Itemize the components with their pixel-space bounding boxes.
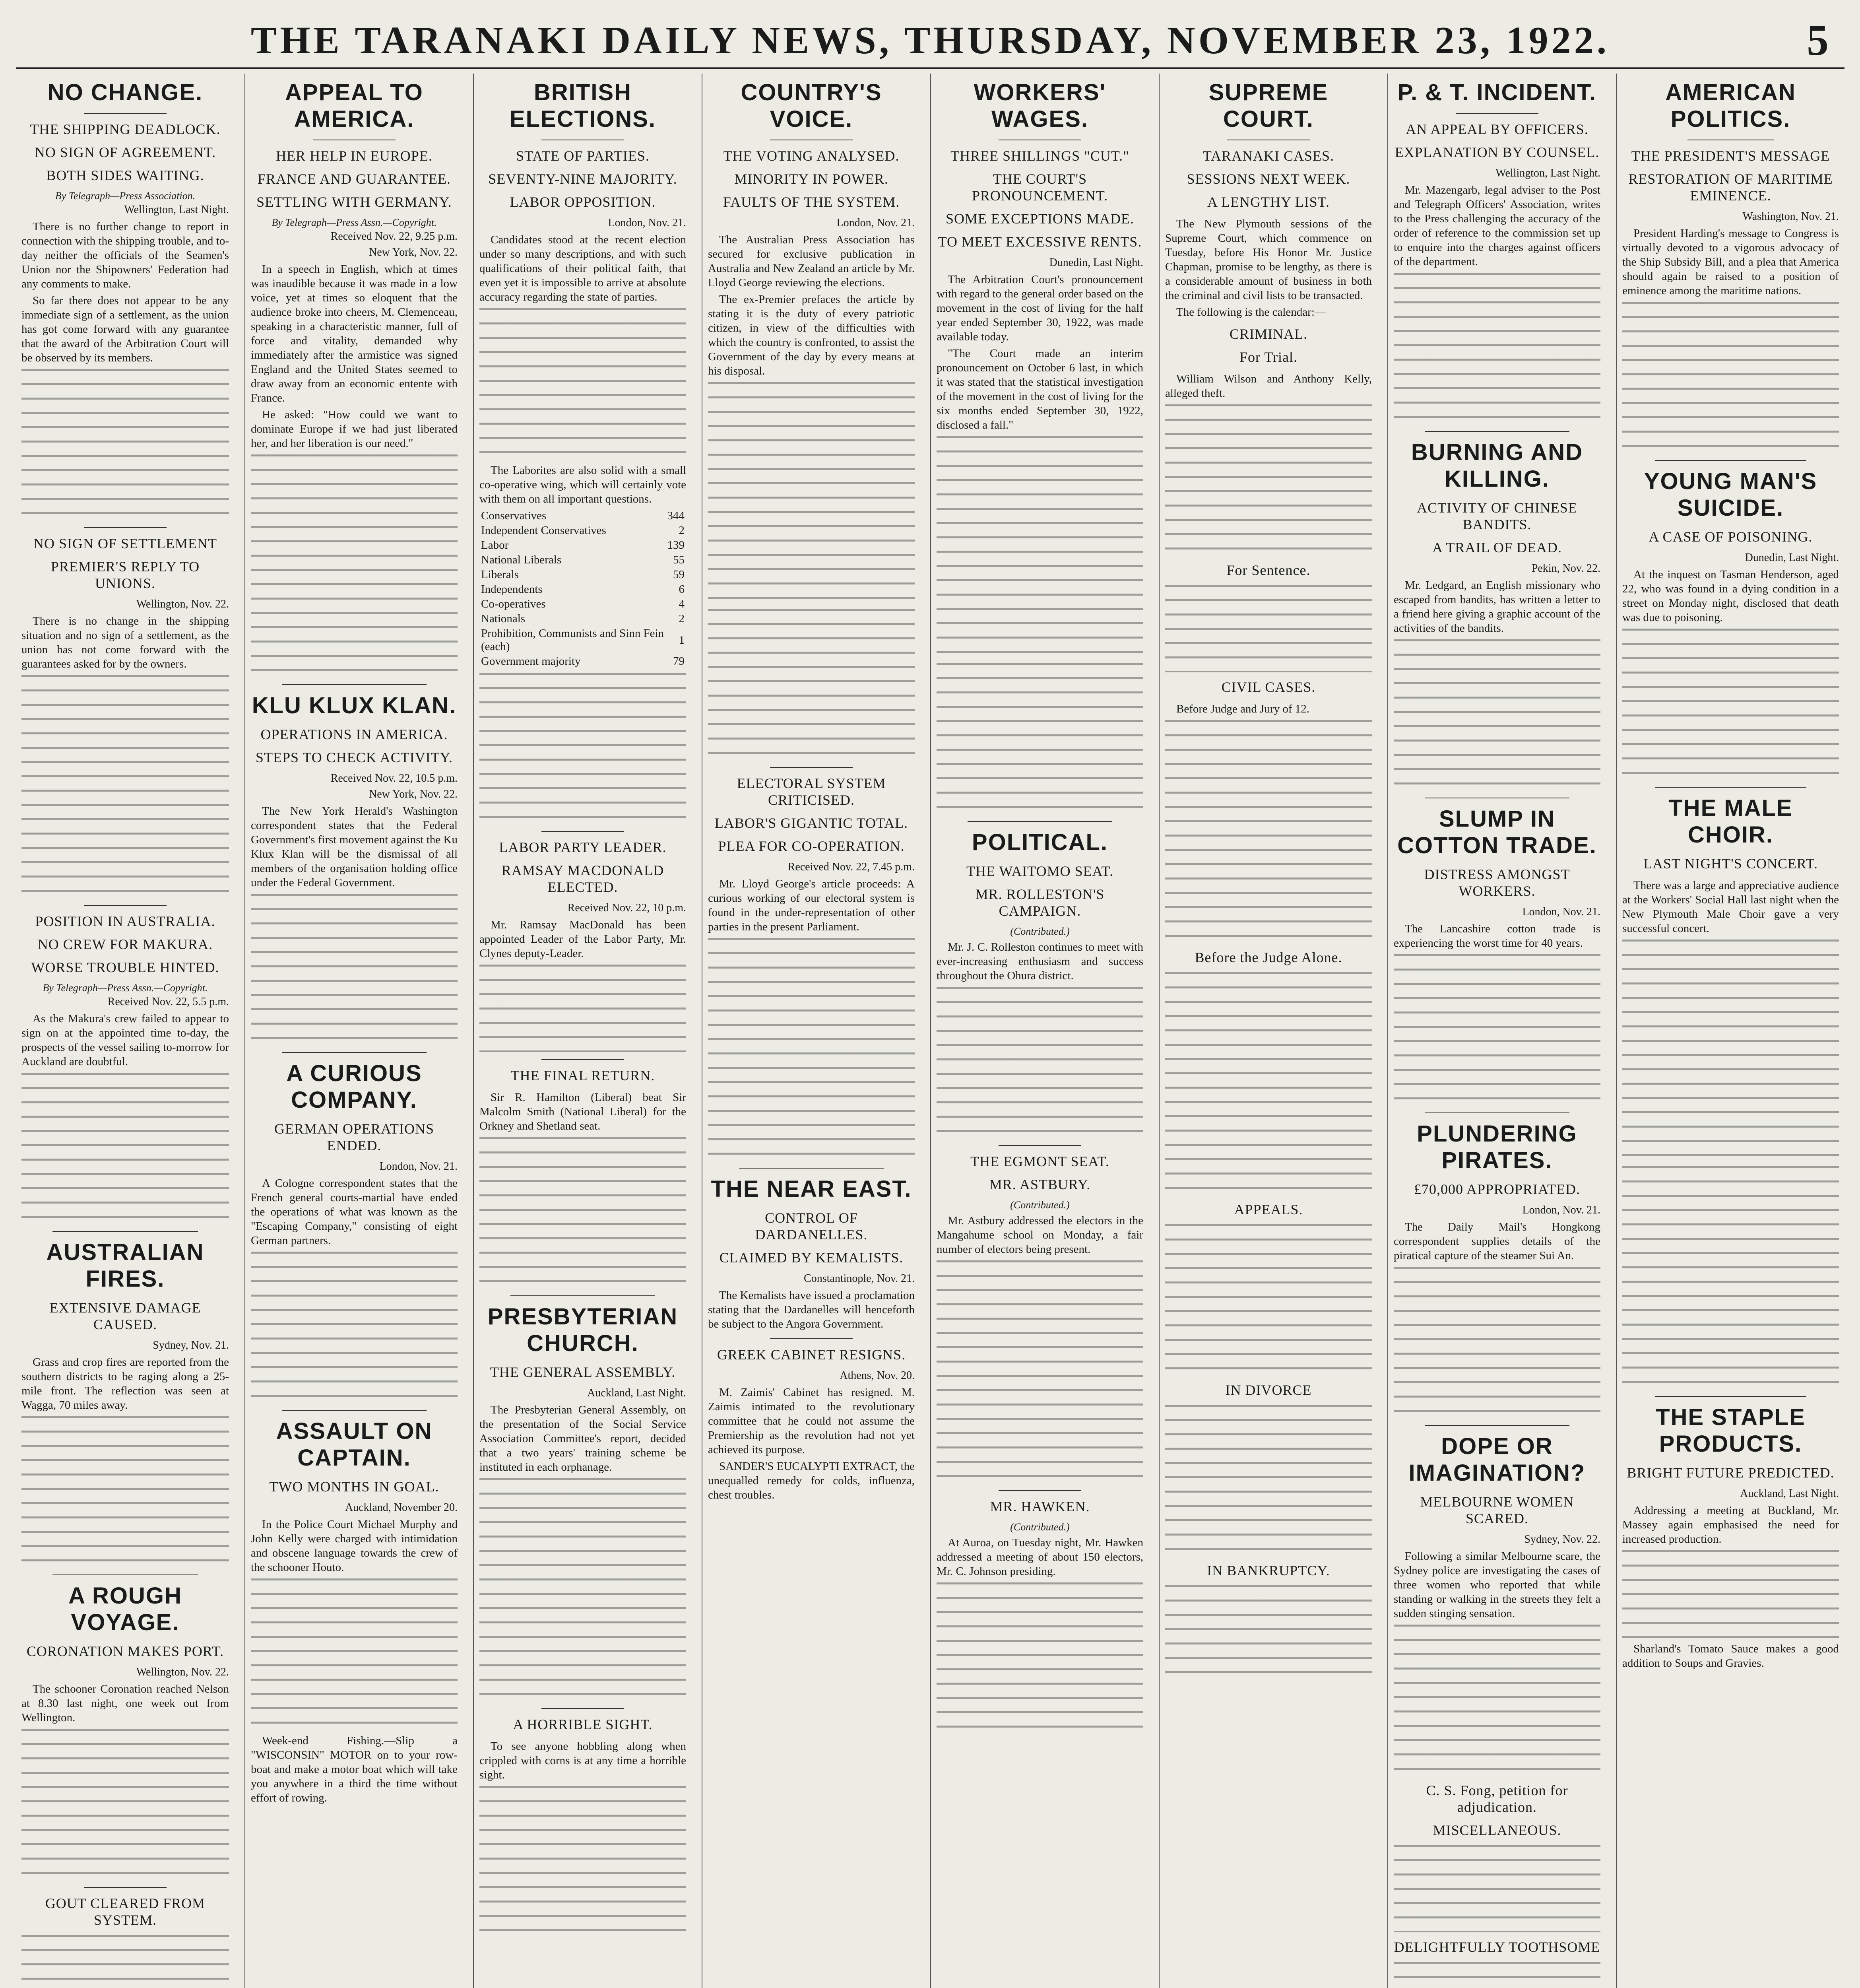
- subheading: THE WAITOMO SEAT.: [966, 863, 1113, 879]
- article-paragraph: Mr. Lloyd George's article proceeds: A curious working of our electoral system is found in the under-representation of other parties in the present Parliament.: [708, 878, 915, 933]
- subheading: TARANAKI CASES.: [1203, 148, 1334, 164]
- subheading: C. S. Fong, petition for adjudication.: [1426, 1782, 1568, 1815]
- dateline: Sydney, Nov. 21.: [153, 1339, 229, 1351]
- newspaper-title: THE TARANAKI DAILY NEWS, THURSDAY, NOVEMBER 23, 1922.: [250, 19, 1610, 62]
- article-paragraph: Addressing a meeting at Buckland, Mr. Massey again emphasised the need for increased production.: [1622, 1504, 1839, 1545]
- article-text-block: [479, 673, 686, 824]
- dateline: New York, Nov. 22.: [369, 788, 458, 800]
- article-text-block: [1165, 972, 1372, 1195]
- dateline: Received Nov. 22, 10.5 p.m.: [330, 772, 458, 784]
- party-seats: 344: [667, 509, 685, 522]
- article-paragraph: There was a large and appreciative audience at the Workers' Social Hall last night when the New Plymouth Male Choir gave a very successful concert.: [1622, 879, 1839, 935]
- subheading: GREEK CABINET RESIGNS.: [717, 1347, 906, 1363]
- subheading: FAULTS OF THE SYSTEM.: [723, 194, 900, 210]
- party-seats: 2: [679, 524, 685, 537]
- party-name: Nationals: [481, 612, 526, 625]
- election-result-row: [479, 582, 686, 597]
- party-seats: 139: [667, 539, 685, 551]
- election-result-row: [479, 597, 686, 612]
- headline-political: POLITICAL.: [972, 829, 1108, 855]
- article-paragraph: Mr. Ledgard, an English missionary who escaped from bandits, has written a letter to a friend here giving a graphic account of the activities of the bandits.: [1394, 579, 1600, 635]
- article-paragraph: The Lancashire cotton trade is experiencing the worst time for 40 years.: [1394, 922, 1600, 949]
- article-text-block: [251, 894, 458, 1045]
- article-text-block: [21, 1416, 229, 1567]
- article-text-block: [1394, 954, 1600, 1105]
- majority-row: [479, 654, 686, 669]
- subheading: MINORITY IN POWER.: [734, 171, 888, 187]
- party-name: National Liberals: [481, 553, 562, 566]
- byline: By Telegraph—Press Assn.—Copyright.: [272, 217, 437, 228]
- article-paragraph: Mr. Astbury addressed the electors in the Mangahume school on Monday, a fair number of electors being present.: [937, 1214, 1143, 1256]
- column-5: [930, 74, 1149, 1988]
- article-paragraph: In a speech in English, which at times was inaudible because it was made in a low voice, yet at times so eloquent that the audience broke into cheers, M. Clemenceau, speaking in a characteristic manner, full of force and vitality, demanded why immediately after the armistice was signed England and the United States seemed to draw away from an economic entente with France.: [251, 263, 458, 404]
- article-paragraph: The schooner Coronation reached Nelson at 8.30 last night, one week out from Wellington.: [21, 1683, 229, 1724]
- subheading: For Trial.: [1239, 349, 1298, 365]
- article-paragraph: The New York Herald's Washington correspondent states that the Federal Government's first movement against the Ku Klux Klan will be the dismissal of all members of the organisation holding office under the Federal Government.: [251, 805, 458, 889]
- dateline: Auckland, November 20.: [345, 1501, 458, 1514]
- article-text-block: [1622, 1550, 1839, 1638]
- subheading: THREE SHILLINGS "CUT.": [950, 148, 1129, 164]
- dateline: Received Nov. 22, 5.5 p.m.: [107, 996, 229, 1008]
- masthead: [16, 7, 1844, 69]
- subheading: LAST NIGHT'S CONCERT.: [1643, 856, 1818, 872]
- article-paragraph: There is no change in the shipping situation and no sign of a settlement, as the union has not come forward with the guarantees asked for by the owners.: [21, 615, 229, 670]
- article-paragraph: At Auroa, on Tuesday night, Mr. Hawken addressed a meeting of about 150 electors, Mr. C. Johnson presiding.: [937, 1536, 1143, 1578]
- article-paragraph: Mr. Ramsay MacDonald has been appointed Leader of the Labor Party, Mr. Clynes deputy-Leader.: [479, 918, 686, 960]
- article-text-block: [1165, 1585, 1372, 1673]
- party-name: Co-operatives: [481, 598, 546, 610]
- contributed-note: (Contributed.): [1010, 926, 1070, 937]
- article-paragraph: As the Makura's crew failed to appear to sign on at the appointed time to-day, the prospects of the vessel sailing to-morrow for Auckland are doubtful.: [21, 1012, 229, 1068]
- subheading: STATE OF PARTIES.: [516, 148, 650, 164]
- headline-klu-klux-klan: KLU KLUX KLAN.: [252, 693, 457, 718]
- election-result-row: [479, 626, 686, 654]
- article-text-block: [708, 382, 915, 605]
- subheading: A TRAIL OF DEAD.: [1432, 540, 1562, 555]
- byline: By Telegraph—Press Assn.—Copyright.: [43, 982, 208, 994]
- dateline: Dunedin, Last Night.: [1049, 256, 1143, 269]
- headline-young-mans-suicide: YOUNG MAN'S SUICIDE.: [1644, 468, 1817, 521]
- article-paragraph: The Presbyterian General Assembly, on the presentation of the Social Service Association Committee's report, decided that a two years' training scheme be instituted in each orphanage.: [479, 1404, 686, 1474]
- article-paragraph: So far there does not appear to be any immediate sign of a settlement, as the union has got come forward with any guarantee that the award of the Arbitration Court will be observed by its members.: [21, 294, 229, 364]
- subheading: GERMAN OPERATIONS ENDED.: [274, 1121, 434, 1153]
- subheading: CRIMINAL.: [1230, 326, 1307, 342]
- subheading: GOUT CLEARED FROM SYSTEM.: [45, 1895, 206, 1928]
- dateline: London, Nov. 21.: [1522, 1204, 1600, 1216]
- column-8: [1616, 74, 1844, 1988]
- headline-american-politics: AMERICAN POLITICS.: [1665, 80, 1796, 132]
- subheading: NO SIGN OF AGREEMENT.: [34, 144, 216, 160]
- column-7: [1387, 74, 1606, 1988]
- subheading: RESTORATION OF MARITIME EMINENCE.: [1628, 171, 1833, 204]
- party-seats: 6: [679, 583, 685, 596]
- subheading: ACTIVITY OF CHINESE BANDITS.: [1417, 500, 1577, 532]
- subheading: APPEALS.: [1234, 1202, 1303, 1217]
- dateline: Sydney, Nov. 22.: [1524, 1533, 1600, 1545]
- article-text-block: [1394, 273, 1600, 424]
- subheading: A HORRIBLE SIGHT.: [513, 1716, 653, 1732]
- headline-curious-company: A CURIOUS COMPANY.: [286, 1060, 422, 1113]
- party-name: Conservatives: [481, 509, 547, 522]
- subheading: PLEA FOR CO-OPERATION.: [718, 838, 905, 854]
- subheading: EXTENSIVE DAMAGE CAUSED.: [49, 1300, 201, 1332]
- subheading: THE EGMONT SEAT.: [970, 1153, 1109, 1169]
- dateline: Constantinople, Nov. 21.: [804, 1272, 915, 1285]
- article-text-block: [1622, 302, 1839, 453]
- subheading: BOTH SIDES WAITING.: [46, 167, 204, 183]
- dateline: London, Nov. 21.: [379, 1160, 458, 1173]
- subheading: HER HELP IN EUROPE.: [276, 148, 433, 164]
- headline-appeal-to-america: APPEAL TO AMERICA.: [285, 80, 423, 132]
- subheading: MR. HAWKEN.: [990, 1499, 1090, 1514]
- article-text-block: [21, 675, 229, 898]
- party-seats: 2: [679, 612, 685, 625]
- article-paragraph: Mr. J. C. Rolleston continues to meet with ever-increasing enthusiasm and success throughout the Ohura district.: [937, 941, 1143, 982]
- article-paragraph: Mr. Mazengarb, legal adviser to the Post and Telegraph Officers' Association, writes to the Press challenging the accuracy of the order of reference to the commission set up to enquire into the charges against officers of the department.: [1394, 184, 1600, 268]
- article-paragraph: There is no further change to report in connection with the shipping trouble, and to-day neither the officials of the Seamen's Union nor the Shipowners' Federation had any comments to make.: [21, 220, 229, 290]
- dateline: Washington, Nov. 21.: [1742, 210, 1839, 223]
- article-text-block: [1394, 1625, 1600, 1776]
- article-text-block: [937, 987, 1143, 1138]
- article-text-block: [1622, 1166, 1839, 1389]
- column-3: [473, 74, 692, 1988]
- dateline: Athens, Nov. 20.: [840, 1369, 915, 1382]
- article-paragraph: Grass and crop fires are reported from the southern districts to be raging along a 25-mile front. The reflection was seen at Wagga, 70 miles away.: [21, 1356, 229, 1411]
- headline-workers-wages: WORKERS' WAGES.: [974, 80, 1106, 132]
- dateline: London, Nov. 21.: [836, 217, 915, 229]
- article-text-block: [1622, 940, 1839, 1162]
- headline-burning-and-killing: BURNING AND KILLING.: [1411, 439, 1583, 492]
- advertisement-paragraph: Sharland's Tomato Sauce makes a good addition to Soups and Gravies.: [1622, 1642, 1839, 1670]
- article-paragraph: At the inquest on Tasman Henderson, aged 22, who was found in a dying condition in a street on Monday night, disclosed that death was due to poisoning.: [1622, 568, 1839, 624]
- subheading: SESSIONS NEXT WEEK.: [1187, 171, 1350, 187]
- party-seats: 1: [679, 633, 685, 646]
- subheading: MISCELLANEOUS.: [1433, 1822, 1561, 1838]
- party-name: Liberals: [481, 568, 519, 581]
- article-paragraph: The Australian Press Association has secured for exclusive publication in Australia and New Zealand an article by Mr. Lloyd George reviewing the elections.: [708, 233, 915, 289]
- article-text-block: [1165, 1405, 1372, 1556]
- article-paragraph: M. Zaimis' Cabinet has resigned. M. Zaimis intimated to the revolutionary committee that he could not assume the Premiership as the revolution had not yet achieved its purpose.: [708, 1386, 915, 1456]
- news-columns: [16, 74, 1844, 1988]
- dateline: Wellington, Nov. 22.: [136, 598, 229, 610]
- article-text-block: [1165, 1224, 1372, 1375]
- article-text-block: [1394, 1845, 1600, 1932]
- subheading: THE SHIPPING DEADLOCK.: [30, 121, 221, 137]
- subheading: SETTLING WITH GERMANY.: [256, 194, 452, 210]
- majority-value: 79: [673, 655, 685, 668]
- article-paragraph: President Harding's message to Congress is virtually devoted to a vigorous advocacy of the Ship Subsidy Bill, and a plea that America should again be raised to a position of eminence among the maritime nations.: [1622, 227, 1839, 297]
- article-paragraph: William Wilson and Anthony Kelly, alleged theft.: [1165, 373, 1372, 400]
- subheading: ELECTORAL SYSTEM CRITICISED.: [737, 775, 886, 808]
- article-text-block: [479, 1786, 686, 1937]
- article-text-block: [1394, 639, 1600, 790]
- dateline: Dunedin, Last Night.: [1745, 551, 1839, 564]
- contributed-note: (Contributed.): [1010, 1521, 1070, 1533]
- subheading: THE COURT'S PRONOUNCEMENT.: [972, 171, 1108, 204]
- dateline: Received Nov. 22, 9.25 p.m.: [330, 230, 458, 243]
- dateline: Wellington, Last Night.: [1495, 167, 1600, 179]
- subheading: For Sentence.: [1226, 562, 1311, 578]
- election-result-row: [479, 553, 686, 567]
- subheading: TO MEET EXCESSIVE RENTS.: [938, 234, 1142, 250]
- article-text-block: [21, 1073, 229, 1224]
- headline-british-elections: BRITISH ELECTIONS.: [509, 80, 656, 132]
- dateline: London, Nov. 21.: [1522, 906, 1600, 918]
- subheading: TWO MONTHS IN GOAL.: [269, 1479, 439, 1495]
- subheading: RAMSAY MACDONALD ELECTED.: [501, 862, 664, 895]
- article-paragraph: "The Court made an interim pronouncement on October 6 last, in which it was stated that the statistical investigation of the movement in the cost of living for the six months ended September 30, 1922, disclosed a fall.": [937, 347, 1143, 431]
- election-result-row: [479, 567, 686, 582]
- byline: By Telegraph—Press Association.: [55, 190, 196, 202]
- subheading: SEVENTY-NINE MAJORITY.: [488, 171, 677, 187]
- article-text-block: [21, 1935, 229, 1988]
- article-text-block: [1165, 585, 1372, 672]
- subheading: MELBOURNE WOMEN SCARED.: [1420, 1494, 1574, 1526]
- column-2: [244, 74, 463, 1988]
- subheading: CIVIL CASES.: [1221, 679, 1316, 695]
- headline-australian-fires: AUSTRALIAN FIRES.: [46, 1239, 204, 1292]
- subheading: IN BANKRUPTCY.: [1207, 1563, 1330, 1578]
- subheading: DISTRESS AMONGST WORKERS.: [1424, 866, 1570, 899]
- dateline: New York, Nov. 22.: [369, 246, 458, 258]
- subheading: NO SIGN OF SETTLEMENT: [33, 536, 217, 551]
- subheading: £70,000 APPROPRIATED.: [1414, 1181, 1581, 1197]
- election-result-row: [479, 523, 686, 538]
- article-text-block: [708, 609, 915, 760]
- subheading: EXPLANATION BY COUNSEL.: [1395, 144, 1600, 160]
- subheading: SOME EXCEPTIONS MADE.: [945, 211, 1135, 227]
- column-1: [16, 74, 235, 1988]
- election-results-table: [479, 509, 686, 669]
- article-paragraph: The Arbitration Court's pronouncement with regard to the general order based on the movement in the cost of living for the half year ended September 30, 1922, was made available today.: [937, 273, 1143, 343]
- article-text-block: [708, 938, 915, 1161]
- headline-supreme-court: SUPREME COURT.: [1208, 80, 1329, 132]
- advertisement-paragraph: Week-end Fishing.—Slip a "WISCONSIN" MOTOR on to your row-boat and make a motor boat which will take you anywhere in a third the time without effort of rowing.: [251, 1734, 458, 1804]
- majority-label: Government majority: [481, 655, 581, 668]
- subheading: STEPS TO CHECK ACTIVITY.: [255, 749, 453, 765]
- headline-countrys-voice: COUNTRY'S VOICE.: [741, 80, 882, 132]
- dateline: Received Nov. 22, 10 p.m.: [567, 902, 686, 914]
- election-result-row: [479, 509, 686, 523]
- article-text-block: [251, 454, 458, 677]
- subheading: A CASE OF POISONING.: [1649, 529, 1813, 545]
- article-text-block: [1165, 720, 1372, 943]
- article-text-block: [21, 1729, 229, 1880]
- subheading: WORSE TROUBLE HINTED.: [31, 959, 219, 975]
- subheading: A LENGTHY LIST.: [1207, 194, 1330, 210]
- article-paragraph: The Daily Mail's Hongkong correspondent supplies details of the piratical capture of the steamer Sui An.: [1394, 1221, 1600, 1262]
- headline-rough-voyage: A ROUGH VOYAGE.: [68, 1583, 182, 1635]
- subheading: PREMIER'S REPLY TO UNIONS.: [50, 559, 200, 591]
- subheading: IN DIVORCE: [1225, 1382, 1312, 1398]
- party-name: Independent Conservatives: [481, 524, 606, 537]
- article-text-block: [937, 663, 1143, 814]
- election-result-row: [479, 538, 686, 553]
- contributed-note: (Contributed.): [1010, 1199, 1070, 1211]
- subheading: AN APPEAL BY OFFICERS.: [1406, 121, 1588, 137]
- subheading: CLAIMED BY KEMALISTS.: [719, 1250, 904, 1266]
- article-text-block: [479, 308, 686, 459]
- subheading: THE VOTING ANALYSED.: [723, 148, 900, 164]
- subheading: OPERATIONS IN AMERICA.: [260, 726, 448, 742]
- article-text-block: [21, 369, 229, 520]
- subheading: BRIGHT FUTURE PREDICTED.: [1627, 1465, 1835, 1481]
- headline-slump-in-cotton-trade: SLUMP IN COTTON TRADE.: [1397, 806, 1597, 858]
- headline-assault-on-captain: ASSAULT ON CAPTAIN.: [276, 1418, 433, 1471]
- subheading: MR. ROLLESTON'S CAMPAIGN.: [975, 886, 1105, 919]
- article-paragraph: In the Police Court Michael Murphy and John Kelly were charged with intimidation and obscene language towards the crew of the schooner Houto.: [251, 1518, 458, 1574]
- subheading: DELIGHTFULLY TOOTHSOME: [1394, 1939, 1600, 1955]
- article-text-block: [479, 1478, 686, 1701]
- article-paragraph: The ex-Premier prefaces the article by stating it is the duty of every patriotic citizen, in view of the difficulties with which the country is confronted, to assist the Government of the day by every means at his disposal.: [708, 293, 915, 377]
- subheading: MR. ASTBURY.: [989, 1176, 1091, 1192]
- subheading: FRANCE AND GUARANTEE.: [257, 171, 451, 187]
- article-text-block: [937, 436, 1143, 659]
- headline-p-and-t-incident: P. & T. INCIDENT.: [1397, 80, 1597, 105]
- article-text-block: [937, 1260, 1143, 1483]
- subheading: CORONATION MAKES PORT.: [26, 1643, 224, 1659]
- subheading: LABOR'S GIGANTIC TOTAL.: [714, 815, 908, 831]
- subheading: CONTROL OF DARDANELLES.: [755, 1210, 868, 1242]
- article-paragraph: The following is the calendar:—: [1176, 306, 1326, 318]
- article-paragraph: Sir R. Hamilton (Liberal) beat Sir Malcolm Smith (National Liberal) for the Orkney and Shetland seat.: [479, 1091, 686, 1132]
- subheading: LABOR PARTY LEADER.: [499, 839, 667, 855]
- article-text-block: [1165, 404, 1372, 555]
- article-text-block: [937, 1582, 1143, 1734]
- party-seats: 59: [673, 568, 685, 581]
- dateline: Auckland, Last Night.: [587, 1387, 686, 1399]
- article-text-block: [479, 965, 686, 1052]
- article-text-block: [251, 1252, 458, 1403]
- election-result-row: [479, 612, 686, 626]
- dateline: London, Nov. 21.: [608, 217, 686, 229]
- headline-dope-or-imagination: DOPE OR IMAGINATION?: [1408, 1433, 1586, 1486]
- subheading: Before the Judge Alone.: [1195, 949, 1342, 965]
- headline-the-male-choir: THE MALE CHOIR.: [1668, 795, 1793, 848]
- column-6: [1159, 74, 1377, 1988]
- party-seats: 55: [673, 553, 685, 566]
- article-paragraph: He asked: "How could we want to dominate Europe if we had just liberated her, and her liberation is our need.": [251, 408, 458, 450]
- article-paragraph: The Kemalists have issued a proclamation stating that the Dardanelles will henceforth be subject to the Angora Government.: [708, 1289, 915, 1330]
- article-paragraph: A Cologne correspondent states that the French general courts-martial have ended the operations of what was known as the "Escaping Company," consisting of eight German partners.: [251, 1177, 458, 1247]
- page-number: 5: [1807, 16, 1829, 64]
- article-paragraph: The Laborites are also solid with a small co-operative wing, which will certainly vote with them on all important questions.: [479, 464, 686, 505]
- subheading: NO CREW FOR MAKURA.: [37, 936, 213, 952]
- headline-plundering-pirates: PLUNDERING PIRATES.: [1417, 1121, 1577, 1173]
- dateline: Auckland, Last Night.: [1740, 1487, 1839, 1500]
- article-text-block: [479, 1137, 686, 1288]
- subheading: LABOR OPPOSITION.: [510, 194, 656, 210]
- advertisement-paragraph: SANDER'S EUCALYPTI EXTRACT, the unequalled remedy for colds, influenza, chest troubles.: [708, 1460, 915, 1501]
- party-seats: 4: [679, 598, 685, 610]
- headline-staple-products: THE STAPLE PRODUCTS.: [1656, 1404, 1806, 1457]
- subheading: THE FINAL RETURN.: [510, 1068, 655, 1083]
- party-name: Independents: [481, 583, 543, 596]
- article-text-block: [251, 1578, 458, 1730]
- headline-no-change: NO CHANGE.: [47, 80, 203, 105]
- article-paragraph: The New Plymouth sessions of the Supreme Court, which commence on Tuesday, before His Honor Mr. Justice Chapman, promise to be lengthy, as there is a considerable amount of business in both the criminal and civil lists to be transacted.: [1165, 217, 1372, 302]
- article-text-block: [1394, 1962, 1600, 1988]
- article-text-block: [1622, 629, 1839, 780]
- headline-presbyterian-church: PRESBYTERIAN CHURCH.: [487, 1304, 678, 1356]
- dateline: Wellington, Nov. 22.: [136, 1666, 229, 1678]
- article-paragraph: To see anyone hobbling along when crippled with corns is at any time a horrible sight.: [479, 1740, 686, 1781]
- party-name: Prohibition, Communists and Sinn Fein (each): [481, 627, 664, 653]
- subheading: POSITION IN AUSTRALIA.: [35, 913, 215, 929]
- article-paragraph: Following a similar Melbourne scare, the Sydney police are investigating the cases of three women who reported that while standing or walking in the streets they felt a sudden stinging sensation.: [1394, 1550, 1600, 1620]
- article-paragraph: Before Judge and Jury of 12.: [1176, 703, 1310, 715]
- column-4: [702, 74, 920, 1988]
- dateline: Pekin, Nov. 22.: [1531, 562, 1600, 575]
- subheading: THE GENERAL ASSEMBLY.: [490, 1364, 676, 1380]
- dateline: Wellington, Last Night.: [124, 204, 229, 216]
- party-name: Labor: [481, 539, 509, 551]
- article-paragraph: Candidates stood at the recent election under so many descriptions, and with such qualifications of their political faith, that even yet it is impossible to arrive at absolute accuracy regarding the state of parties.: [479, 233, 686, 303]
- dateline: Received Nov. 22, 7.45 p.m.: [787, 861, 915, 873]
- subheading: THE PRESIDENT'S MESSAGE: [1631, 148, 1830, 164]
- article-text-block: [1394, 1267, 1600, 1418]
- headline-near-east: THE NEAR EAST.: [711, 1176, 912, 1202]
